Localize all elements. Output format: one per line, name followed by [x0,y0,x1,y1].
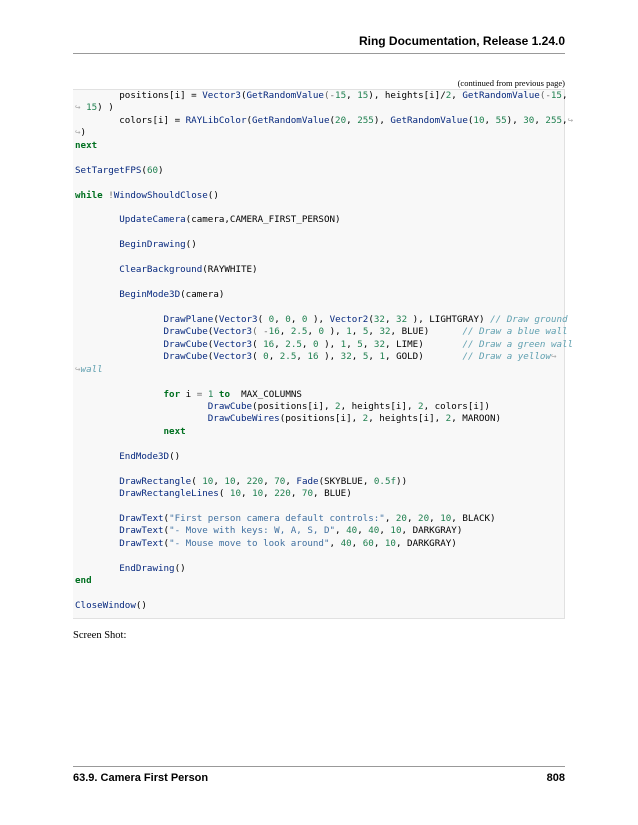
code-token: ( [246,114,253,126]
code-line [75,227,573,239]
code-token: , [335,525,347,537]
code-line [75,438,573,450]
code-token: "First person camera default controls:" [169,512,385,524]
code-token: , colors[i]) [423,400,490,412]
code-token: , [384,313,397,325]
code-token: 10 [202,475,214,487]
code-token: ) ) [97,102,114,114]
code-line [75,500,573,512]
code-token: EndMode3D [119,450,170,462]
code-token: 2 [362,413,369,425]
code-token: 70 [301,488,313,499]
code-token: )) [396,475,408,487]
code-token: ( [163,537,170,549]
code-token: end [75,575,92,587]
code-token: BeginDrawing [119,239,186,251]
code-block [75,90,573,612]
code-token: , [379,525,391,537]
code-token: , [285,475,297,487]
code-token: DrawText [119,537,164,549]
code-token [75,326,164,337]
code-token: ( [163,525,170,537]
code-token: ( [213,313,219,325]
code-token: DrawCube [163,351,208,363]
code-token: (- [323,90,336,101]
code-token: wall [80,363,103,375]
code-token: , [301,338,313,350]
code-line [75,525,573,537]
code-token: 10 [229,488,241,499]
code-token [75,389,164,400]
code-token: 0 [301,313,308,325]
code-token: ), LIGHTGRAY) [407,313,491,325]
code-token: to [218,388,230,400]
code-token: 2.5 [279,351,297,363]
code-token: BeginMode3D [119,289,181,300]
code-token: 0.5f [373,475,397,487]
code-token: next [163,425,186,437]
code-token: 32 [373,313,385,325]
code-token: , BLACK) [451,512,496,524]
code-token: 16 [268,326,280,338]
code-token: , [351,351,363,363]
code-token: , [484,114,496,126]
code-token: (- [539,90,551,101]
code-token: , [263,488,275,499]
code-token [75,563,119,574]
code-token: , heights[i], [368,413,446,425]
code-token: 70 [274,475,286,487]
code-token: ( [207,326,214,338]
code-token: 20 [418,512,430,524]
code-token: 5 [362,351,369,363]
code-token: 10 [440,512,452,524]
screenshot-label: Screen Shot: [73,630,127,641]
code-line [75,202,573,214]
code-token [75,314,164,325]
code-line [75,314,573,326]
code-token: 220 [274,488,291,499]
code-line [75,488,573,500]
code-token: , DARKGRAY) [401,525,463,537]
code-line [75,277,573,289]
code-line [75,115,573,127]
code-token: DrawCube [163,338,208,350]
code-token: , [241,488,253,499]
code-token: "- Move with keys: W, A, S, D" [169,525,336,537]
code-token: () [174,562,186,574]
code-token: WindowShouldClose [113,189,208,201]
code-token: 32 [396,313,408,325]
code-token [75,488,119,499]
code-token: , [279,326,291,338]
code-token: 2 [445,413,452,425]
code-token: SetTargetFPS [75,164,142,176]
code-line [75,463,573,475]
code-token: , [384,512,396,524]
code-token: 2 [418,400,424,412]
code-token: (positions[i], [279,413,363,425]
code-token [75,214,119,225]
code-line [75,127,573,139]
code-token: DrawRectangle [119,475,192,487]
code-token: 32 [373,338,385,350]
code-token [75,351,164,362]
code-line [75,152,573,164]
code-line [75,214,573,226]
code-token: positions[i] = [75,90,203,101]
code-token: ( [207,338,214,350]
code-token: ClearBackground [119,264,203,276]
code-token: , [274,338,286,350]
code-token: Vector2 [329,313,369,325]
code-token [75,239,119,250]
code-token: ( [252,338,264,350]
code-token [75,426,164,437]
code-token: 30 [523,114,535,126]
page-header-title: Ring Documentation, Release 1.24.0 [358,34,565,48]
code-token: ( [368,313,374,325]
code-line [75,600,573,612]
code-token: while [75,189,103,201]
code-token: , [562,114,568,126]
code-token: DrawCube [163,326,208,338]
code-token: 2 [445,90,452,101]
code-token: DrawCubeWires [207,413,280,425]
code-token: (positions[i], [252,400,336,412]
code-token [75,476,119,487]
code-token: ( - [252,326,269,338]
code-line [75,289,573,301]
code-token: DrawRectangleLines [119,488,219,499]
code-token: 0 [285,313,291,325]
footer-section-title: 63.9. Camera First Person [73,772,209,784]
code-token: , MAROON) [451,413,502,425]
code-line [75,301,573,313]
code-line [75,351,573,363]
code-token: 10 [252,488,264,499]
code-token: 255 [545,114,563,126]
code-token: 32 [379,326,391,338]
code-line [75,451,573,463]
code-token: , DARKGRAY) [395,537,457,549]
code-token: , [213,475,225,487]
code-line [75,339,573,351]
code-token: GetRandomValue [252,114,330,126]
code-token: = [196,388,203,400]
code-token: 40 [368,525,380,537]
continued-note: (continued from previous page) [457,78,565,88]
code-token: for [163,388,181,400]
code-token: DrawCube [207,400,253,412]
code-token: ( [207,351,214,363]
code-token: ( [257,313,269,325]
code-token: // Draw a green wall [462,338,574,350]
code-token: , [429,512,441,524]
code-token: , BLUE) [313,488,352,499]
code-token: (SKYBLUE, [318,475,374,487]
code-line [75,575,573,587]
code-token [75,339,164,350]
code-token: ↪ [75,363,81,375]
code-token: 40 [346,525,358,537]
code-token: 60 [362,537,374,549]
code-token: , [235,475,247,487]
code-token: Vector3 [213,326,253,338]
code-token: 1 [207,388,214,400]
code-token: 1 [346,326,352,338]
code-token: ↪ [567,114,574,126]
code-token: , [362,338,374,350]
code-token: ( [467,114,474,126]
code-token: , [296,351,308,363]
code-token: , [357,525,369,537]
code-token: , [451,90,463,101]
code-token: ), [318,338,341,350]
code-token: , [368,351,380,363]
code-token: 40 [340,537,352,549]
code-line [75,239,573,251]
code-token [75,413,208,424]
code-line [75,401,573,413]
code-token: (camera) [180,289,225,300]
code-token: ), [373,114,391,126]
code-token: 10 [390,525,402,537]
code-token: "- Mouse move to look around" [169,537,330,549]
code-token: , [274,313,286,325]
code-token: // Draw ground [490,313,568,325]
code-line [75,426,573,438]
code-token: ( [240,90,247,101]
code-token: , [346,338,358,350]
code-token: 2 [335,400,341,412]
code-line [75,588,573,600]
code-token: , [290,488,302,499]
code-token: 15 [550,90,562,101]
code-token: ( [163,512,170,524]
code-line [75,376,573,388]
code-token: 5 [362,326,369,338]
code-token: 20 [335,114,347,126]
code-line [75,389,573,401]
code-line [75,364,573,376]
code-token: , [263,475,275,487]
code-token: 255 [357,114,374,126]
code-line [75,102,573,114]
code-line [75,177,573,189]
code-token: CloseWindow [75,599,136,611]
code-token [75,264,119,275]
code-token: , [290,313,302,325]
code-line [75,538,573,550]
code-token: , [346,114,358,126]
code-token: 16 [307,351,319,363]
code-line [75,476,573,488]
code-token: ) [80,127,87,139]
code-token: next [75,139,98,151]
code-token: DrawText [119,525,164,537]
code-token: , [329,537,341,549]
code-token: , [351,326,363,338]
code-token: ), [307,313,330,325]
code-line [75,326,573,338]
code-line [75,90,573,102]
code-token: 10 [473,114,485,126]
code-token: DrawText [119,512,164,524]
code-token: ( [252,351,264,363]
code-line [75,550,573,562]
code-token: 1 [379,351,385,363]
code-token: () [135,599,147,611]
code-token: , [268,351,280,363]
code-token: 0 [268,313,275,325]
footer-divider [73,766,565,767]
code-token: RAYLibColor [185,114,247,126]
code-token: 32 [340,351,352,363]
code-token: , [534,114,546,126]
code-token: GetRandomValue [390,114,468,126]
code-line [75,165,573,177]
code-token: ( [329,114,336,126]
code-token: , [351,537,363,549]
code-token: ( [218,488,230,499]
code-token: colors[i] = [75,114,186,126]
code-token: Vector3 [213,351,253,363]
code-token: , LIME) [385,338,463,350]
code-line [75,264,573,276]
code-token [75,538,119,549]
code-token: 60 [146,164,159,176]
code-token: () [169,450,181,462]
code-token: ! [102,189,114,201]
code-token: Vector3 [202,90,241,101]
code-line [75,513,573,525]
code-line [75,413,573,425]
code-token: 2.5 [290,326,308,338]
code-token: , [307,326,319,338]
code-token: GetRandomValue [246,90,324,101]
code-token: 2.5 [285,338,302,350]
code-token: // Draw a yellow [462,351,551,363]
code-token: (RAYWHITE) [202,264,258,276]
code-token: 15 [357,90,369,101]
code-token: 15 [80,102,98,114]
code-token: , [561,90,568,101]
header-divider [73,53,565,54]
code-token: , heights[i], [340,400,419,412]
code-token: ) [158,164,164,176]
code-token: EndDrawing [119,562,175,574]
code-token: ( [191,475,203,487]
code-token: // Draw a blue wall [462,326,568,338]
code-token: 0 [312,338,319,350]
code-token: , [406,512,419,524]
code-token: Fade [296,475,319,487]
code-line [75,140,573,152]
code-token [75,289,119,300]
code-token: ), [318,351,341,363]
code-token: , [368,326,380,338]
code-token: , BLUE) [390,326,463,338]
code-token: UpdateCamera [119,214,186,226]
code-token: ↪ [550,351,557,363]
code-token: ( [141,164,147,176]
code-token: , [373,537,385,549]
code-token: 0 [263,351,269,363]
code-token: GetRandomValue [462,90,540,101]
code-token: DrawPlane [163,313,214,325]
code-token: 10 [384,537,396,549]
code-line [75,252,573,264]
code-token: MAX_COLUMNS [230,388,302,400]
code-token: 15 [335,90,347,101]
code-token: () [207,189,219,201]
code-token: , GOLD) [385,351,463,363]
code-token [75,451,119,462]
code-line [75,190,573,202]
code-token: ), [324,326,347,338]
code-token: i [180,388,197,400]
code-token: 16 [263,338,275,350]
code-token: , [346,90,358,101]
code-token: 55 [495,114,507,126]
code-token: ↪ [75,127,81,139]
code-token: (camera,CAMERA_FIRST_PERSON) [185,214,341,226]
code-token: 220 [246,475,264,487]
code-token [75,401,208,412]
code-line [75,563,573,575]
code-token: () [185,239,197,251]
footer-page-number: 808 [546,772,565,784]
code-token: ↪ [75,102,81,114]
code-token: ), [506,114,524,126]
code-token [75,525,119,536]
code-token [75,513,119,524]
code-token: 0 [318,326,325,338]
code-token: Vector3 [218,313,258,325]
code-token: 1 [340,338,347,350]
code-token: 5 [357,338,363,350]
code-token: 20 [395,512,407,524]
code-token: Vector3 [213,338,253,350]
code-token: ), heights[i]/ [368,90,446,101]
code-token: 10 [224,475,236,487]
